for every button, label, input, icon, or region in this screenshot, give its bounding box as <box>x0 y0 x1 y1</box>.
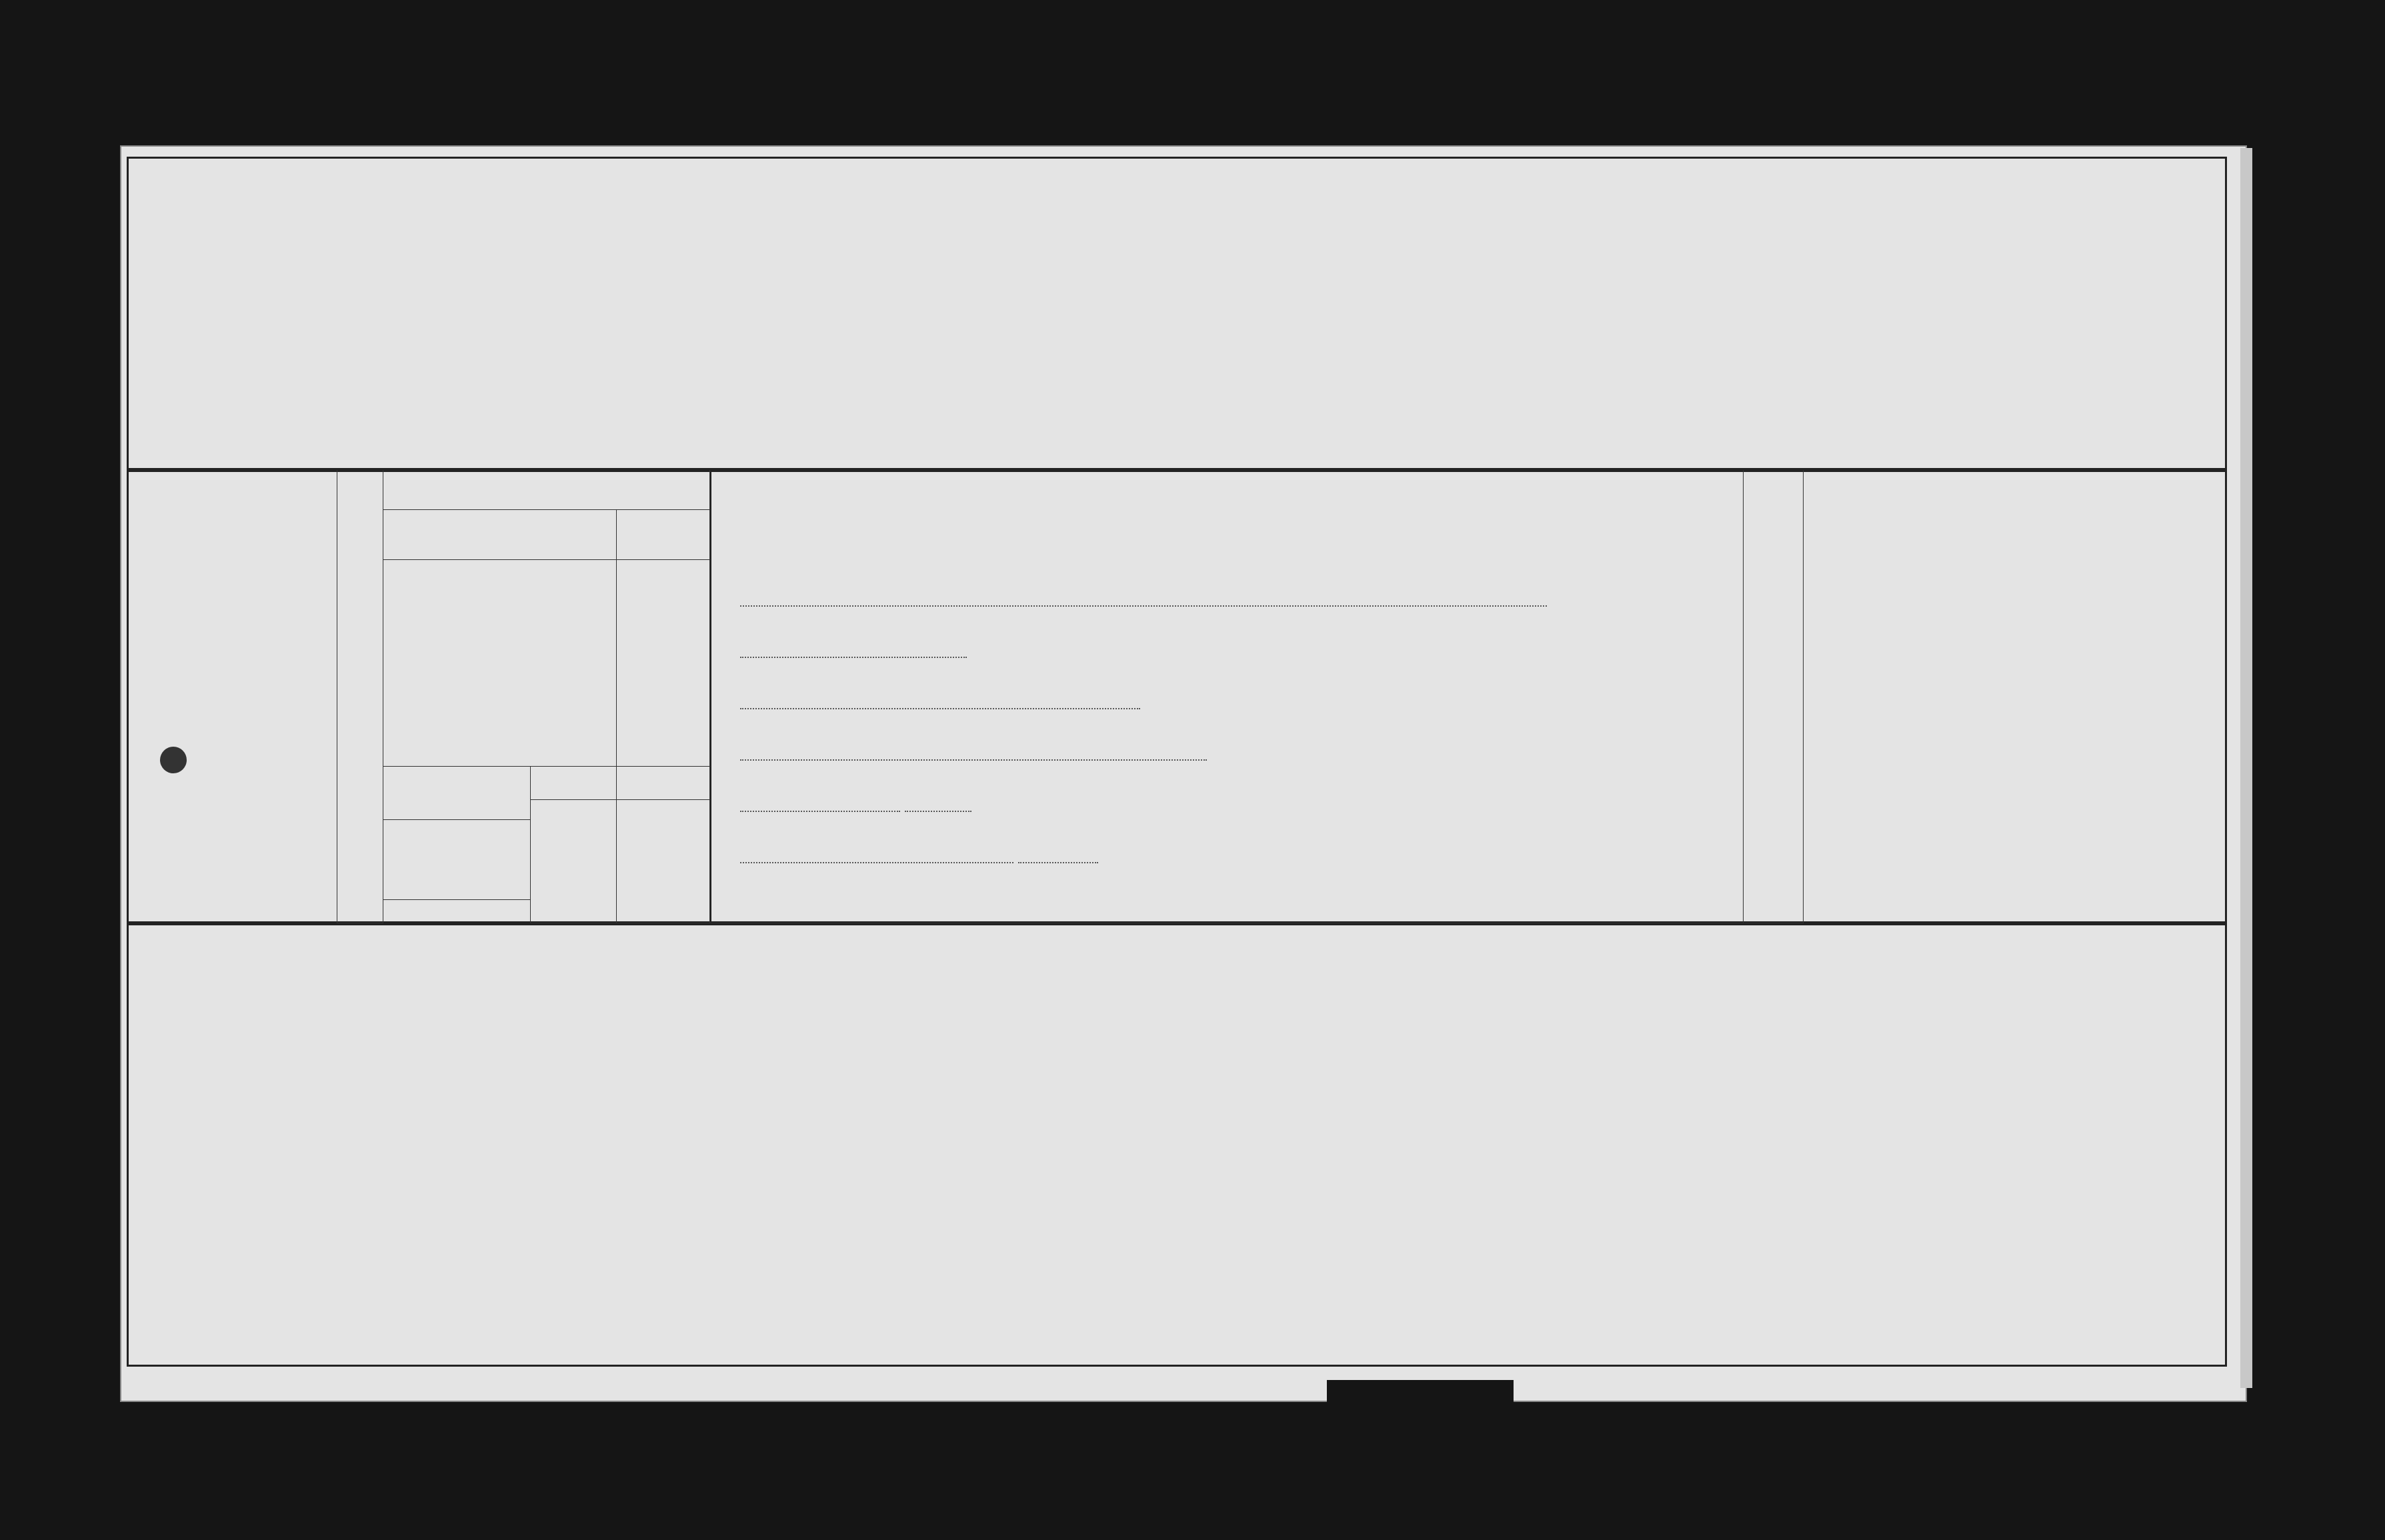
trade-korney <box>617 767 710 800</box>
q5 <box>740 795 971 817</box>
hired-workers-title <box>337 470 383 923</box>
trade-name-cell <box>383 560 617 767</box>
trade-name-col <box>383 510 617 560</box>
notch <box>1327 1380 1514 1407</box>
paper-edge <box>2240 148 2252 1388</box>
trade-vinograd <box>383 860 530 900</box>
trade-sad-korney <box>617 800 710 923</box>
trade-sad <box>383 820 530 860</box>
trade-title <box>383 470 710 510</box>
q3 <box>740 693 1140 715</box>
trade-imeetsya <box>383 767 530 820</box>
ink-blot <box>160 747 187 773</box>
population-title <box>1744 470 1804 923</box>
crops-table <box>127 157 2227 470</box>
lease-table <box>127 923 2227 1367</box>
trade-sad-desyatin <box>530 800 617 923</box>
q6 <box>740 847 1098 869</box>
trade-desyatin <box>530 767 617 800</box>
trade-qty-col <box>617 510 710 560</box>
q4 <box>740 744 1207 766</box>
q2 <box>740 641 967 663</box>
trade-qty-cell <box>617 560 710 767</box>
q1b <box>740 590 1547 612</box>
